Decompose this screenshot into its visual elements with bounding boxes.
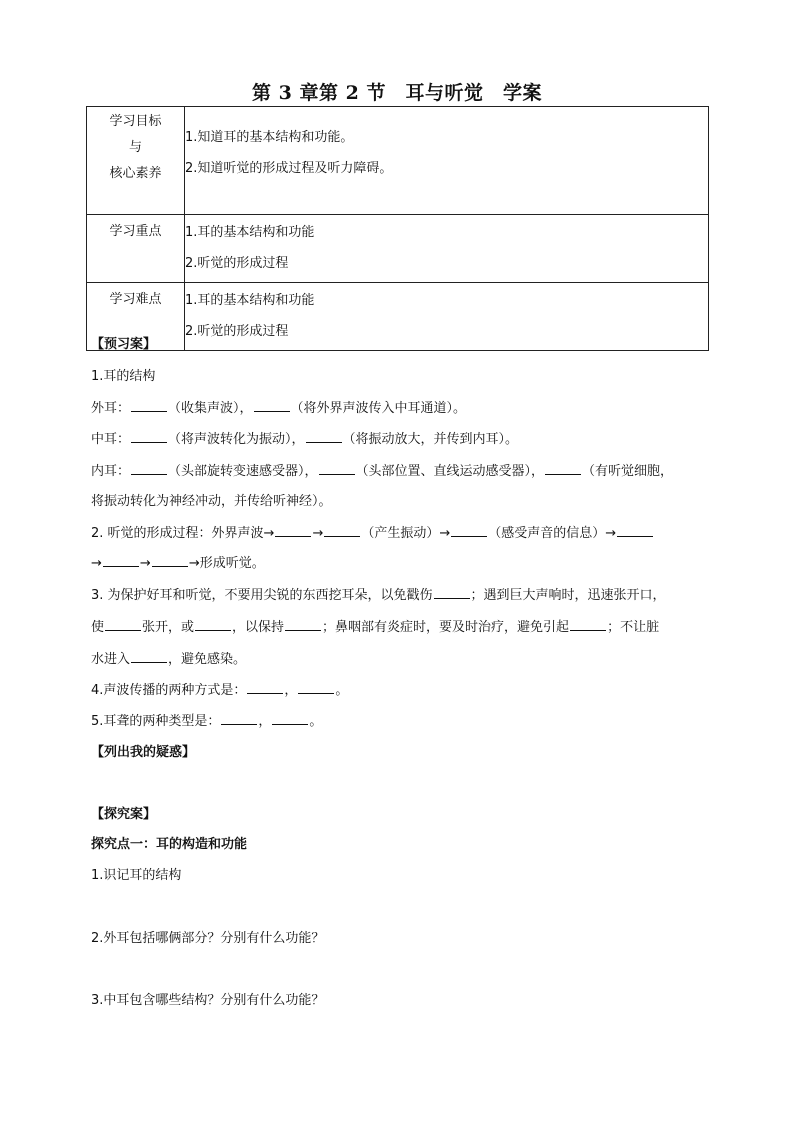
answer-blank[interactable] xyxy=(195,618,231,631)
question-5-line xyxy=(91,710,721,729)
key-point-item: 1.耳的基本结构和功能 xyxy=(185,225,315,240)
difficulty-item: 1.耳的基本结构和功能 xyxy=(185,293,315,308)
text: 。 xyxy=(309,714,323,729)
answer-blank[interactable] xyxy=(319,462,355,475)
answer-blank[interactable] xyxy=(131,399,167,412)
text: ， xyxy=(284,683,298,698)
key-point-item: 2.听觉的形成过程 xyxy=(185,256,289,271)
text: 2. 听觉的形成过程：外界声波→ xyxy=(91,526,275,541)
text: 中耳： xyxy=(91,432,131,447)
objective-item: 1.知道耳的基本结构和功能。 xyxy=(185,130,354,145)
row-content xyxy=(185,107,709,215)
row-content xyxy=(185,215,709,283)
answer-blank[interactable] xyxy=(617,524,653,537)
text: ；遇到巨大声响时，迅速张开口， xyxy=(470,588,666,603)
text: 外耳： xyxy=(91,401,131,416)
text: 内耳： xyxy=(91,464,131,479)
text: ；鼻咽部有炎症时，要及时治疗，避免引起 xyxy=(322,620,570,635)
text: 水进入 xyxy=(91,652,131,667)
answer-blank[interactable] xyxy=(131,430,167,443)
text: → xyxy=(139,556,151,571)
answer-blank[interactable] xyxy=(298,681,334,694)
page-title: 第 3 章第 2 节 耳与听觉 学案 xyxy=(252,82,542,104)
label-line: 与 xyxy=(128,140,142,155)
question-1-title: 1.耳的结构 xyxy=(91,369,156,384)
text: 。 xyxy=(335,683,349,698)
doubts-heading: 【列出我的疑惑】 xyxy=(91,745,196,760)
answer-blank[interactable] xyxy=(152,554,188,567)
text: →形成听觉。 xyxy=(188,556,265,571)
text: （将振动放大，并传到内耳）。 xyxy=(342,432,519,447)
table-row xyxy=(87,215,709,283)
question-2-line xyxy=(91,522,721,541)
text: （头部旋转变速感受器）， xyxy=(168,464,318,479)
answer-blank[interactable] xyxy=(324,524,360,537)
explore-question-3: 3.中耳包含哪些结构？分别有什么功能？ xyxy=(91,993,325,1008)
text: （收集声波）， xyxy=(168,401,253,416)
explore-heading: 【探究案】 xyxy=(91,807,157,822)
text: ，避免感染。 xyxy=(168,652,247,667)
objectives-table xyxy=(86,106,709,351)
answer-blank[interactable] xyxy=(131,650,167,663)
text: （有听觉细胞， xyxy=(582,464,674,479)
question-3-line-3 xyxy=(91,648,721,667)
difficulty-item: 2.听觉的形成过程 xyxy=(185,324,289,339)
answer-blank[interactable] xyxy=(570,618,606,631)
text: ；不让脏 xyxy=(607,620,660,635)
label-line: 学习难点 xyxy=(109,292,162,307)
row-label xyxy=(87,215,185,283)
answer-blank[interactable] xyxy=(254,399,290,412)
explore-point-1: 探究点一：耳的构造和功能 xyxy=(91,837,248,852)
explore-question-2: 2.外耳包括哪俩部分？分别有什么功能？ xyxy=(91,931,325,946)
preview-heading: 【预习案】 xyxy=(91,337,157,352)
text: （产生振动）→ xyxy=(361,526,451,541)
answer-blank[interactable] xyxy=(105,618,141,631)
answer-blank[interactable] xyxy=(221,712,257,725)
answer-blank[interactable] xyxy=(545,462,581,475)
question-4-line xyxy=(91,679,721,698)
text: 4.声波传播的两种方式是： xyxy=(91,683,247,698)
text: （将外界声波传入中耳通道）。 xyxy=(290,401,467,416)
text: 张开，或 xyxy=(142,620,195,635)
text: ，以保持 xyxy=(232,620,285,635)
question-3-line xyxy=(91,584,721,603)
objective-item: 2.知道听觉的形成过程及听力障碍。 xyxy=(185,161,393,176)
text: （将声波转化为振动）， xyxy=(168,432,305,447)
question-2-line-2 xyxy=(91,552,721,571)
row-label xyxy=(87,107,185,215)
answer-blank[interactable] xyxy=(451,524,487,537)
text: 3. 为保护好耳和听觉，不要用尖锐的东西挖耳朵，以免戳伤 xyxy=(91,588,433,603)
inner-ear-line xyxy=(91,460,721,479)
text: ， xyxy=(258,714,272,729)
answer-blank[interactable] xyxy=(247,681,283,694)
text: → xyxy=(91,556,102,571)
middle-ear-line xyxy=(91,428,721,447)
answer-blank[interactable] xyxy=(275,524,311,537)
text: 5.耳聋的两种类型是： xyxy=(91,714,221,729)
label-line: 核心素养 xyxy=(109,166,162,181)
answer-blank[interactable] xyxy=(434,586,470,599)
label-line: 学习目标 xyxy=(109,114,162,129)
answer-blank[interactable] xyxy=(272,712,308,725)
answer-blank[interactable] xyxy=(103,554,139,567)
answer-blank[interactable] xyxy=(306,430,342,443)
explore-question-1: 1.识记耳的结构 xyxy=(91,868,182,883)
text: （感受声音的信息）→ xyxy=(488,526,617,541)
question-3-line-2 xyxy=(91,616,721,635)
text: 使 xyxy=(91,620,105,635)
inner-ear-line-2: 将振动转化为神经冲动，并传给听神经）。 xyxy=(91,494,332,509)
label-line: 学习重点 xyxy=(109,224,162,239)
text: → xyxy=(312,526,324,541)
answer-blank[interactable] xyxy=(285,618,321,631)
table-row xyxy=(87,107,709,215)
outer-ear-line xyxy=(91,397,721,416)
text: （头部位置、直线运动感受器）， xyxy=(355,464,545,479)
answer-blank[interactable] xyxy=(131,462,167,475)
